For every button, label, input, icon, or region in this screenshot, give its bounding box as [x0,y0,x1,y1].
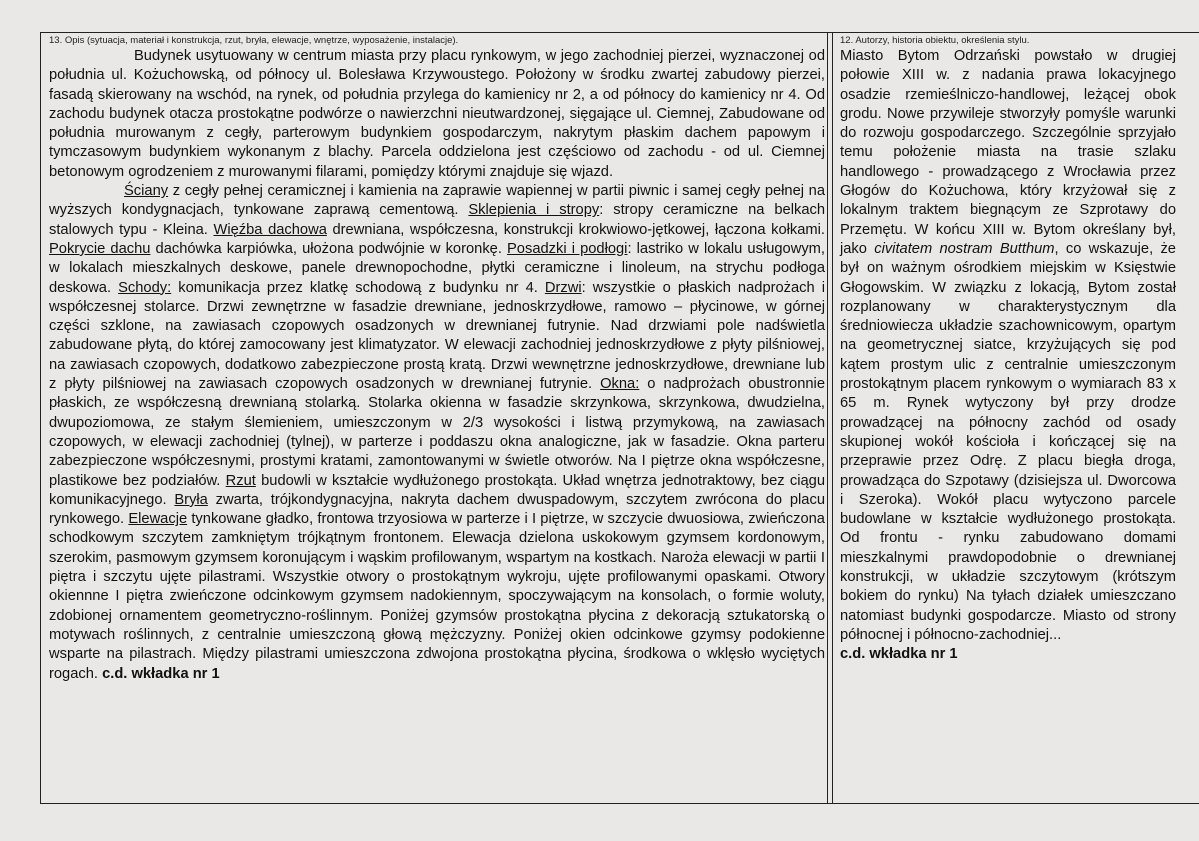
text-roof-truss: drewniana, współczesna, konstrukcji krokwiowo-jętkowej, łączona kołkami. [326,221,825,238]
description-construction-paragraph [49,182,825,684]
text-windows: o nadprożach obustronnie płaskich, ze współczesną drewnianą stolarką. Stolarka okienna w fasadzie skrzynkowa, skrzynkowa, dwudzielna, dwupoziomowa, ze stałym ślemieniem, umieszczonym w 2/3 wysokości i listwą przymykową, na zawiasach czopowych, w elewacji zachodniej (tylnej), w parterze i poddaszu okna analogiczne, jak w fasadzie. Okna parteru zabezpieczone współczesnymi, prostymi kratami, zamontowanymi w świetle otworów. Na I piętrze okna współczesne, plastikowe bez podziałów. [49,376,825,489]
history-paragraph [840,47,1176,645]
label-doors: Drzwi [544,279,582,296]
latin-quote: civitatem nostram Butthum [874,240,1055,257]
label-stairs: Schody: [118,279,172,296]
continuation-note-left: c.d. wkładka nr 1 [102,665,220,682]
form-sheet [40,32,1199,804]
text-plan: budowli w kształcie wydłużonego prostokąta. Układ wnętrza jednotraktowy, bez ciągu komunikacyjnego. [49,472,825,508]
text-doors: : wszystkie o płaskich nadprożach i współczesnej stolarce. Drzwi zewnętrzne w fasadzie drewniane, jednoskrzydłowe, ramowo – płycinowe, w górnej części szklone, na zawiasach czopowych osadzonych w drewnianej futrynie. Nad drzwiami pole nadświetla zabudowane płytą, do której zamocowany jest klimatyzator. W elewacji zachodniej jednoskrzydłowe z płyty pilśniowej, na zawiasach czopowych, dodatkowo zabezpieczone prostą kratą. Drzwi wewnętrzne jednoskrzydłowe, drewniane lub z płyty pilśniowej na zawiasach czopowych osadzonych w drewnianej futrynie. [49,279,826,393]
continuation-note-right: c.d. wkładka nr 1 [840,646,958,663]
text-elevations: tynkowane gładko, frontowa trzyosiowa w parterze i I piętrze, w szczycie dwuosiowa, zwieńczona schodkowym szczytem zamkniętym trójkątnym frontonem. Elewacja dzielona uskokowym gzymsem kordonowym, szerokim, pasmowym gzymsem koronującym i wąskim profilowanym, wspartym na kostkach. Naroża elewacji w partii I piętra i szczytu ujęte pilastrami. Wszystkie otwory o prostokątnym wykroju, ujęte profilowanymi opaskami. Otwory okiennne I piętra zwieńczone odcinkowym gzymsem nadokiennym, spoczywającym na konsolach, o formie woluty, zdobionej ornamentem geometryczno-roślinnym. Poniżej gzymsów prostokątna płycina z dekoracją sztukatorską o motywach roślinnych, z centralnie umieszczoną głową mężczyzny. Poniżej okien odcinkowe gzymsy podokienne wsparte na pilastrach. Między pilastrami umieszczona zdwojona prostokątna płycina, środkowa o wklęsło wyciętych rogach. [49,511,825,682]
text-roofing: dachówka karpiówka, ułożona podwójnie w koronkę. [150,240,508,257]
text-walls: z cegły pełnej ceramicznej i kamienia na zaprawie wapiennej w partii piwnic i samej cegły pełnej na wyższych kondygnacjach, tynkowane zaprawą cementową. [49,183,825,219]
description-header: 13. Opis (sytuacja, materiał i konstrukcja, rzut, bryła, elewacje, wnętrze, wyposażenie, instalacje). [49,35,459,46]
label-ceilings: Sklepienia i stropy [468,202,600,219]
history-text-part2: , co wskazuje, że był on ważnym ośrodkiem miejskim w Księstwie Głogowskim. W związku z lokacją, Bytom został rozplanowany w charakterystycznym dla średniowiecza układzie szachownicowym, opartym na geometrycznej siatce, krzyżujących się pod kątem prostym ulic z centralnie umieszczonym prostokątnym placem rynkowym o wymiarach 83 x 65 m. Rynek wytyczony był przy drodze prowadzącej na północny zachód od osady skupionej wokół kościoła i kończącej się na przeprawie przez Odrę. Z placu biegła droga, prowadząca do Szpotawy (dzisiejsza ul. Dworcowa i Szeroka). Wokół placu wytyczono parcele budowlane w kształcie wydłużonego prostokąta. Od frontu - rynku zabudowano domami mieszkalnymi prawdopodobnie o drewnianej konstrukcji, w układzie szczytowym (krótszym bokiem do rynku) Na tyłach działek umieszczano natomiast budynki gospodarcze. Miasto od strony północnej i północno-zachodniej... [840,240,1176,643]
column-divider [827,33,833,803]
label-plan: Rzut [225,472,256,489]
description-location-paragraph: Budynek usytuowany w centrum miasta przy placu rynkowym, w jego zachodniej pierzei, wyznaczonej od południa ul. Kożuchowską, od północy ul. Bolesława Krzywoustego. Położony w środku zwartej zabudowy pierzei, fasadą skierowany na wschód, na rynek, od południa przylega do kamienicy nr 2, a od północy do kamienicy nr 4. Od zachodu budynek otacza prostokątne podwórze o nawierzchni nieutwardzonej, sięgające ul. Ciemnej, Zabudowane od południa murowanym z cegły, parterowym budynkiem gospodarczym, nakrytym płaskim dachem papowym i tymczasowym budynkiem wykonanym z blachy. Parcela oddzielona jest częściowo od zachodu - od ul. Ciemnej betonowym ogrodzeniem z murowanymi filarami, pomiędzy którymi znajduje się wjazd. [49,48,825,180]
history-header: 12. Autorzy, historia obiektu, określenia stylu. [840,35,1030,46]
history-text-part1: Miasto Bytom Odrzański powstało w drugiej połowie XIII w. z nadania prawa lokacyjnego osadzie rzemieślniczo-handlowej, leżącej obok grodu. Nowe przywileje stworzyły pomyśle warunki do rozwoju gospodarczego. Szczególnie sprzyjało temu położenie miasta na trasie szlaku handlowego - prowadzącego z Wrocławia przez Głogów do Kożuchowa, który krzyżował się z lokalnym traktem biegnącym ze Szprotawy do Przemętu. W końcu XIII w. Bytom określany był, jako [840,48,1176,257]
history-section [840,35,1176,665]
text-massing: zwarta, trójkondygnacyjna, nakryta dachem dwuspadowym, szczytem zwrócona do placu rynkowego. [49,491,825,528]
label-floors: Posadzki i podłogi [507,240,628,257]
text-stairs: komunikacja przez klatkę schodową z budynku nr 4. [171,279,545,296]
text-ceilings: : stropy ceramiczne na belkach stalowych typu - Kleina. [49,202,825,238]
description-section [49,35,825,684]
label-elevations: Elewacje [128,511,188,528]
label-windows: Okna: [600,376,640,393]
label-walls: Ściany [124,183,169,200]
label-roof-truss: Więźba dachowa [213,221,327,238]
text-floors: : lastriko w lokalu usługowym, w lokalach mieszkalnych deskowe, panele drewnopochodne, płytki ceramiczne i linoleum, na strychu podłoga deskowa. [49,240,825,296]
label-roofing: Pokrycie dachu [49,240,151,257]
label-massing: Bryła [174,491,208,508]
